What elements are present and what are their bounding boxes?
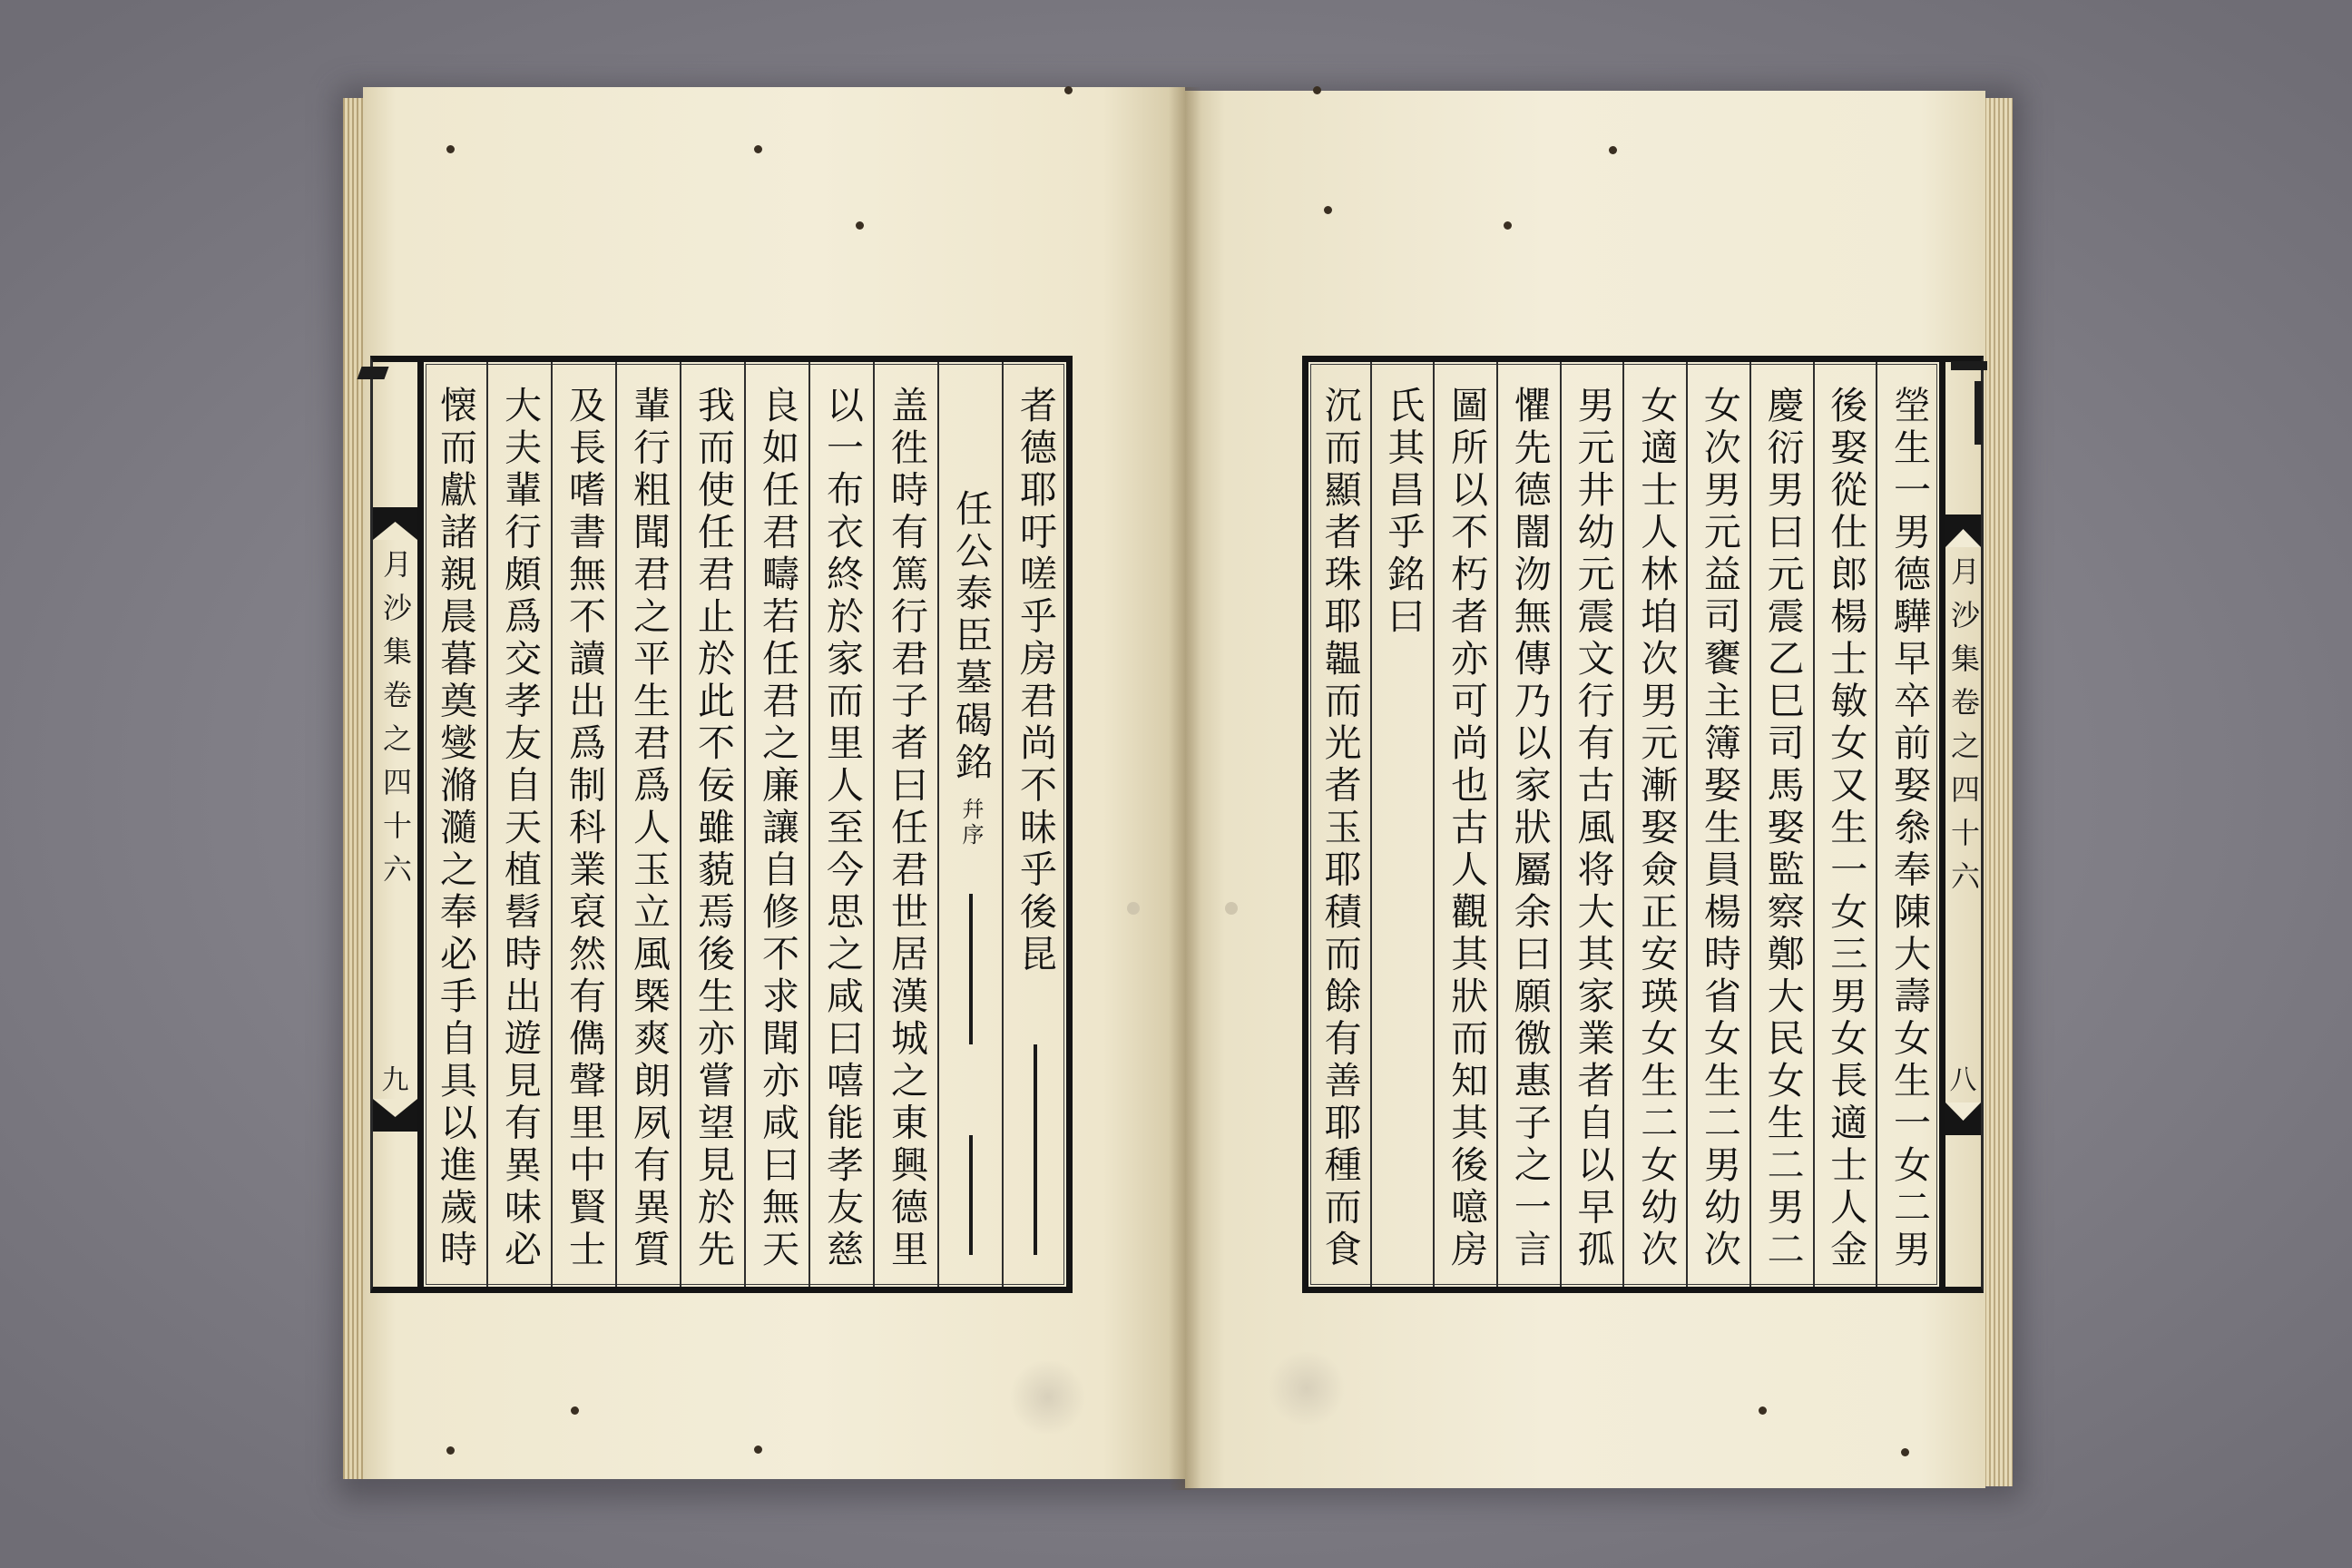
column-text: 後娶從仕郎楊士敏女又生一女三男女長適士人金: [1824, 386, 1868, 1272]
inscription-verse: 沉而顯者珠耶韞而光者玉耶積而餘有善耶種而食: [1318, 386, 1362, 1272]
column-text: 男元井幼元震文行有古風将大其家業者自以早孤: [1571, 386, 1615, 1272]
ink-blot: [1975, 381, 1982, 445]
column-text: 懐而獻諸親晨暮奠燮滫瀡之奉必手自具以進歲時: [434, 386, 477, 1272]
fold-leaf-number: 九: [381, 1064, 409, 1096]
blank-column-rule: [1034, 1044, 1037, 1255]
binding-hole: [1324, 206, 1332, 214]
book-spine: [1169, 87, 1201, 1490]
blank-column-rule: [969, 1135, 973, 1255]
upper-fish-tail-mark: [373, 507, 417, 540]
text-column: [680, 362, 744, 1287]
text-column: [486, 362, 551, 1287]
text-column: [1876, 362, 1939, 1287]
text-column: [1370, 362, 1434, 1287]
column-text: 懼先德闇沕無傳乃以家狀屬余曰願徼惠子之一言: [1507, 386, 1552, 1272]
left-text-frame: [417, 356, 1073, 1293]
column-text: 慶衍男曰元震乙巳司馬娶監察鄭大民女生二男二: [1760, 386, 1805, 1272]
binding-hole: [856, 221, 864, 230]
paper-spot: [1127, 902, 1140, 915]
text-column: [1002, 362, 1066, 1287]
fold-leaf-number: 八: [1949, 1064, 1977, 1096]
text-column: [615, 362, 680, 1287]
column-text: 女次男元益司饔主簿娶生員楊時省女生二男幼次: [1697, 386, 1741, 1272]
binding-hole: [1504, 221, 1512, 230]
binding-hole: [754, 1446, 762, 1454]
paper-spot: [1225, 902, 1238, 915]
text-column: [1622, 362, 1686, 1287]
column-text: 輩行粗聞君之平生君爲人玉立風槩爽朗夙有異質: [627, 386, 671, 1272]
binding-hole: [446, 1446, 455, 1455]
text-column: [1560, 362, 1623, 1287]
column-text: 女適士人林垍次男元漸娶僉正安瑛女生二女幼次: [1634, 386, 1679, 1272]
binding-hole: [1313, 86, 1321, 94]
faded-seal-mark: [1266, 1352, 1348, 1425]
inscription-intro: 氏其昌乎銘曰: [1381, 386, 1426, 639]
binding-hole: [446, 145, 455, 153]
text-column: [873, 362, 937, 1287]
text-column: [1308, 362, 1370, 1287]
text-column: [808, 362, 873, 1287]
left-fold-margin: [370, 356, 417, 1293]
text-column: [1433, 362, 1496, 1287]
binding-hole: [1609, 146, 1617, 154]
text-column: [1749, 362, 1813, 1287]
fold-collection-title: 月沙集卷之四十六: [1946, 556, 1981, 905]
faded-seal-mark: [1007, 1361, 1089, 1434]
column-text: 良如任君疇若任君之廉讓自修不求聞亦咸曰無天: [756, 386, 799, 1272]
column-text: 以一布衣終於家而里人至今思之咸曰嘻能孝友慈: [820, 386, 864, 1272]
column-text: 我而使任君止於此不佞雖藐焉後生亦嘗望見於先: [691, 386, 735, 1272]
text-column: [744, 362, 808, 1287]
column-text: 盖徃時有篤行君子者曰任君世居漢城之東興德里: [885, 386, 928, 1272]
fold-collection-title: 月沙集卷之四十六: [378, 549, 413, 897]
inscription-title: 任公泰臣墓碣銘: [949, 489, 993, 785]
page-edges-right: [1982, 98, 2013, 1486]
text-column: [1496, 362, 1560, 1287]
heading-column: [937, 362, 1002, 1287]
column-text: 及長嗜書無不讀出爲制科業裒然有儁聲里中賢士: [563, 386, 606, 1272]
upper-fish-tail-mark: [1945, 514, 1981, 547]
closing-line: 者德耶吁嗟乎房君尚不昧乎後昆: [1014, 386, 1057, 976]
text-column: [424, 362, 486, 1287]
inscription-title-note: 幷序: [958, 797, 984, 848]
column-text: 圖所以不朽者亦可尚也古人觀其狀而知其後噫房: [1445, 386, 1489, 1272]
lower-fish-tail-mark: [1945, 1102, 1981, 1135]
text-column: [551, 362, 615, 1287]
right-text-frame: [1302, 356, 1945, 1293]
ink-blot: [357, 367, 388, 379]
text-column: [1686, 362, 1749, 1287]
column-text: 塋生一男德驊早卒前娶叅奉陳大壽女生一女二男: [1887, 386, 1931, 1272]
binding-hole: [754, 145, 762, 153]
binding-hole: [1901, 1448, 1909, 1456]
ink-blot: [1951, 361, 1987, 370]
lower-fish-tail-mark: [373, 1099, 417, 1132]
text-column: [1813, 362, 1877, 1287]
binding-hole: [571, 1406, 579, 1415]
binding-hole: [1759, 1406, 1767, 1415]
right-fold-margin: [1945, 356, 1984, 1293]
binding-hole: [1064, 86, 1073, 94]
inscription-heading: [939, 489, 1002, 848]
blank-column-rule: [969, 894, 973, 1044]
column-text: 大夫輩行頗爲交孝友自天植髫時出遊見有異味必: [498, 386, 542, 1272]
